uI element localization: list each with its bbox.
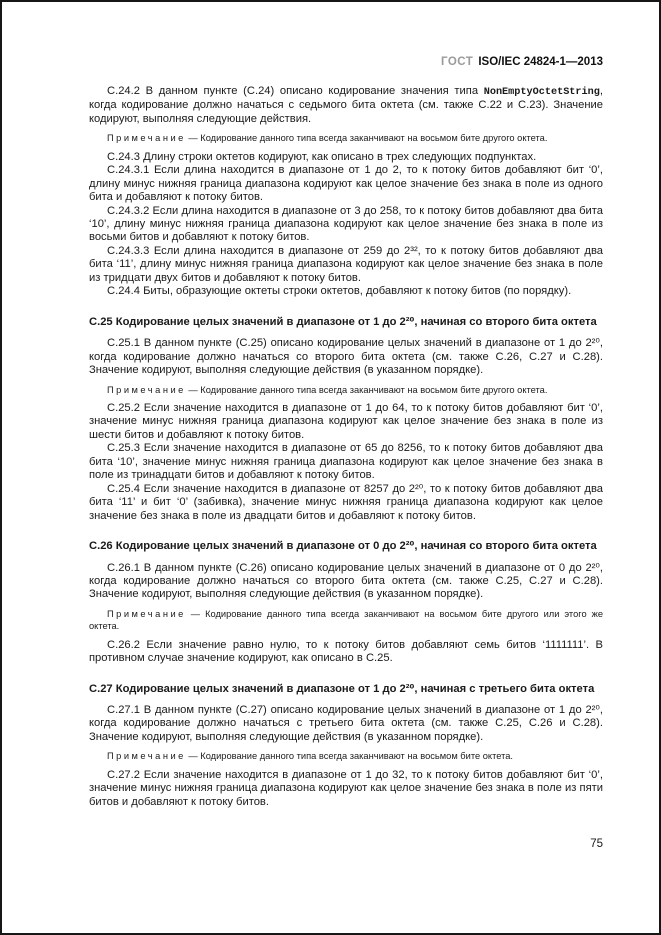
note-c25-text: — Кодирование данного типа всегда заканчивают на восьмом бите другого октета. xyxy=(185,384,548,395)
note-c27 xyxy=(89,750,603,762)
running-header xyxy=(89,56,603,68)
para-c26-1: С.26.1 В данном пункте (С.26) описано кодирование целых значений в диапазоне от 0 до 2²⁰, когда кодирование должно начаться со второго бита октета (см. также С.25, С.27 и С.28). Значение кодируют, выполняя следующие действия (в указанном порядке). xyxy=(89,561,603,601)
para-c24-3-2: С.24.3.2 Если длина находится в диапазоне от 3 до 258, то к потоку битов добавляют два бита ‘10’, длину минус нижняя граница диапазона кодируют как целое значение без знака в поле из восьми битов и добавляют к потоку битов. xyxy=(89,204,603,244)
note-c25-label: Примечание xyxy=(107,384,186,395)
note-c24-label: Примечание xyxy=(107,133,186,144)
note-c24-text: — Кодирование данного типа всегда заканчивают на восьмом бите другого октета. xyxy=(185,133,548,144)
para-c25-1: С.25.1 В данном пункте (С.25) описано кодирование целых значений в диапазоне от 1 до 2²⁰, когда кодирование должно начаться со второго бита октета (см. также С.26, С.27 и С.28). Значение кодируют, выполняя следующие действия (в указанном порядке). xyxy=(89,337,603,377)
note-c26-label: Примечание xyxy=(107,608,186,619)
para-c25-4: С.25.4 Если значение находится в диапазоне от 8257 до 2²⁰, то к потоку битов добавляют два бита ‘11’ и бит ‘0’ (забивка), значение минус нижняя граница диапазона кодируют как целое значение без знака в поле из двадцати битов и добавляют к потоку битов. xyxy=(89,482,603,522)
para-c24-3: С.24.3 Длину строки октетов кодируют, как описано в трех следующих подпунктах. xyxy=(107,150,537,163)
note-c26 xyxy=(89,608,603,633)
para-c24-3-1: С.24.3.1 Если длина находится в диапазоне от 1 до 2, то к потоку битов добавляют бит ‘0’, длину минус нижняя граница диапазона кодируют как целое значение без знака в поле из одного бита и добавляют к потоку битов. xyxy=(89,164,603,204)
para-c24-3-3: С.24.3.3 Если длина находится в диапазоне от 259 до 2³², то к потоку битов добавляют два бита ‘11’, длину минус нижняя граница диапазона кодируют как целое значение без знака в поле из тридцати двух битов и добавляют к потоку битов. xyxy=(89,244,603,284)
page-number: 75 xyxy=(590,838,603,850)
para-c24-2-text: С.24.2 В данном пункте (С.24) описано кодирование значения типа xyxy=(107,85,484,97)
para-c27-1: С.27.1 В данном пункте (С.27) описано кодирование целых значений в диапазоне от 1 до 2²⁰, когда кодирование должно начаться с третьего бита октета (см. также С.25, С.26 и С.28). Значение кодируют, выполняя следующие действия (в указанном порядке). xyxy=(89,704,603,743)
para-c26-2: С.26.2 Если значение равно нулю, то к потоку битов добавляют семь битов ‘1111111’. В противном случае значение кодируют, как описано в С.25. xyxy=(89,638,603,665)
type-name-nonemptyoctetstring: NonEmptyOctetString xyxy=(483,87,600,98)
para-c25-2: С.25.2 Если значение находится в диапазоне от 1 до 64, то к потоку битов добавляют бит ‘0’, значение минус нижняя граница диапазона кодируют как целое значение без знака в поле из шести битов и добавляют к потоку битов. xyxy=(89,401,603,441)
gost-label: ГОСТ xyxy=(440,56,474,68)
note-c27-text: — Кодирование данного типа всегда заканчивают на восьмом бите октета. xyxy=(185,751,513,762)
para-c24-2-text-cont: , когда кодирование должно начаться с седьмого бита октета (см. также С.22 и С.23). Значение кодируют, выполняя следующие действия. xyxy=(89,85,603,125)
note-c26-text: — Кодирование данного типа всегда заканчивают на восьмом бите другого или этого же октета. xyxy=(89,608,603,632)
section-heading-c26: С.26 Кодирование целых значений в диапазоне от 0 до 2²⁰, начиная со второго бита октета xyxy=(89,540,597,553)
note-c25 xyxy=(89,384,603,396)
doc-number: ISO/IEC 24824-1—2013 xyxy=(478,56,603,68)
note-c27-label: Примечание xyxy=(107,751,186,762)
para-c24-2 xyxy=(89,85,603,126)
para-c25-3: С.25.3 Если значение находится в диапазоне от 65 до 8256, то к потоку битов добавляют два бита ‘10’, значение минус нижняя граница диапазона кодируют как целое значение без знака в поле из тринадцати битов и добавляют к потоку битов. xyxy=(89,442,603,482)
section-heading-c25: С.25 Кодирование целых значений в диапазоне от 1 до 2²⁰, начиная со второго бита октета xyxy=(89,315,597,328)
para-c27-2: С.27.2 Если значение находится в диапазоне от 1 до 32, то к потоку битов добавляют бит ‘0’, значение минус нижняя граница диапазона кодируют как целое значение без знака в поле из пяти битов и добавляют к потоку битов. xyxy=(89,768,603,808)
note-c24 xyxy=(89,132,603,144)
para-c24-4: С.24.4 Биты, образующие октеты строки октетов, добавляют к потоку битов (по порядку). xyxy=(107,285,572,298)
section-heading-c27: С.27 Кодирование целых значений в диапазоне от 1 до 2²⁰, начиная с третьего бита октета xyxy=(89,682,595,695)
document-content xyxy=(89,85,603,809)
